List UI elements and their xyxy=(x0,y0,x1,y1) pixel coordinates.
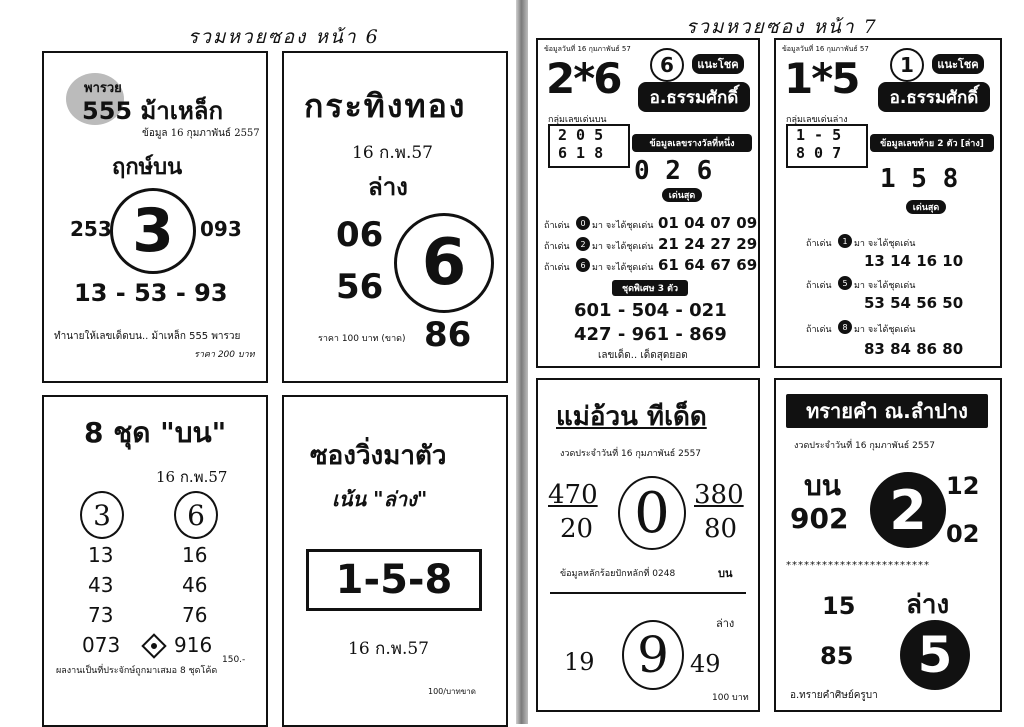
info-banner: ข้อมูลเลขรางวัลที่หนึ่ง xyxy=(632,134,752,152)
box-mae-uan xyxy=(536,378,760,712)
right-number: 093 xyxy=(200,217,242,241)
group-row-1: 2 0 5 xyxy=(558,126,604,144)
brand-title: 555 ม้าเหล็ก xyxy=(82,97,224,125)
row-1-text: มา จะได้ชุดเด่น xyxy=(592,242,654,252)
footer-text: เลขเด็ด.. เด็ดสุดยอด xyxy=(598,350,688,361)
special-line-1: 601 - 504 - 021 xyxy=(574,300,727,321)
bottom-left-number: 073 xyxy=(82,633,121,657)
circle-digit: 1 xyxy=(900,53,914,77)
date-text: งวดประจำวันที่ 16 กุมภาพันธ์ 2557 xyxy=(560,449,702,459)
group-row-2: 8 0 7 xyxy=(796,144,842,162)
number-06: 06 xyxy=(336,215,384,255)
row-2-text: มา จะได้ชุดเด่น xyxy=(854,325,916,335)
row-0-values: 01 04 07 09 xyxy=(658,214,758,232)
bottom-right-number: 916 xyxy=(174,633,213,657)
hit-badge: เด่นสุด xyxy=(906,200,946,214)
big-number: 2*6 xyxy=(546,54,621,103)
diamond-dot xyxy=(150,642,158,650)
main-number: 6 xyxy=(421,226,467,300)
row-2-digit-circle xyxy=(838,320,852,334)
left-bottom-number: 20 xyxy=(560,514,594,544)
right-page xyxy=(528,0,1024,724)
book-spine xyxy=(516,0,528,724)
row-1-values: 21 24 27 29 xyxy=(658,235,758,253)
name-banner: อ.ธรรมศักดิ์ xyxy=(638,82,750,112)
note-label: บน xyxy=(718,567,733,580)
top-right-number: 6 xyxy=(187,498,205,532)
numbers-frame xyxy=(306,549,482,611)
lower-number-2: 85 xyxy=(820,642,854,670)
info-banner: ข้อมูลเลขท้าย 2 ตัว [ล่าง] xyxy=(870,134,994,152)
date-text: งวดประจำวันที่ 16 กุมภาพันธ์ 2557 xyxy=(794,441,936,451)
main-digits: 1 5 8 xyxy=(880,164,959,194)
row-2-digit: 8 xyxy=(842,322,848,332)
lower-label: ล่าง xyxy=(716,617,735,630)
main-digits: 0 2 6 xyxy=(634,156,713,186)
footer-text: อ.ทรายคำศิษย์ครูบา xyxy=(790,690,878,701)
title-song-wing: ซองวิ่งมาตัว xyxy=(310,441,447,471)
row-0-text: มา จะได้ชุดเด่น xyxy=(592,221,654,231)
row-0-digit: 1 xyxy=(842,236,848,246)
row-2-text: มา จะได้ชุดเด่น xyxy=(592,263,654,273)
left-page-header: รวมหวยซอง หน้า 6 xyxy=(188,26,380,48)
row-1-values: 53 54 56 50 xyxy=(864,294,964,312)
price-text: ราคา 100 บาท (ขาด) xyxy=(318,334,406,344)
title-mae-uan: แม่อ้วน ทีเด็ด xyxy=(556,402,707,432)
footer-text: ผลงานเป็นที่ประจักษ์ถูกมาเสมอ 8 ชุดโค้ด xyxy=(56,666,218,676)
main-number: 0 xyxy=(634,480,670,546)
right-bottom-number: 80 xyxy=(704,514,738,544)
title-kratingthong: กระทิงทอง xyxy=(304,87,467,125)
title-banner: ทรายคำ ณ.ลำปาง xyxy=(786,394,988,428)
bon-label: บน xyxy=(804,469,841,502)
price-text: 100/บาทขาด xyxy=(428,687,476,696)
subtitle-nen-lang: เน้น "ล่าง" xyxy=(332,487,428,511)
note-text: ข้อมูลหลักร้อยปักหลักที่ 0248 xyxy=(560,569,676,579)
row-0-prefix: ถ้าเด่น xyxy=(806,239,832,249)
row-1-digit-circle xyxy=(576,237,590,251)
main-number-circle xyxy=(110,188,196,274)
label-roek-bon: ฤกษ์บน xyxy=(112,155,183,180)
box-maa-lek-555 xyxy=(42,51,268,383)
row-0-prefix: ถ้าเด่น xyxy=(544,221,570,231)
lower-main-number: 5 xyxy=(917,626,953,684)
numbers-1-5-8: 1-5-8 xyxy=(335,557,453,603)
row-0-digit-circle xyxy=(838,234,852,248)
top-right-circle xyxy=(174,491,218,539)
group-label: กลุ่มเลขเด่นบน xyxy=(548,115,607,125)
circle-number xyxy=(890,48,924,82)
right-bottom-number: 02 xyxy=(946,520,980,548)
number-line: 13 - 53 - 93 xyxy=(74,279,228,307)
col-right-1: 46 xyxy=(182,573,208,597)
number-56: 56 xyxy=(336,267,384,307)
row-1-digit-circle xyxy=(838,276,852,290)
row-1-text: มา จะได้ชุดเด่น xyxy=(854,281,916,291)
box-kratingthong xyxy=(282,51,508,383)
stars-line: ************************ xyxy=(786,560,930,571)
row-1-prefix: ถ้าเด่น xyxy=(544,242,570,252)
lower-left-number: 19 xyxy=(564,648,595,676)
row-1-digit: 2 xyxy=(580,239,586,249)
lower-main-number: 9 xyxy=(637,626,669,684)
date-text: 16 ก.พ.57 xyxy=(348,639,429,659)
divider-line xyxy=(550,592,746,594)
main-number-circle xyxy=(394,213,494,313)
lower-main-disc xyxy=(900,620,970,690)
date-text: 16 ก.พ.57 xyxy=(156,468,228,486)
lower-main-circle xyxy=(622,620,684,690)
box-saikham-lampang xyxy=(774,378,1002,712)
box-thammasak-1-5 xyxy=(774,38,1002,368)
right-top-number: 380 xyxy=(694,480,744,510)
row-2-values: 61 64 67 69 xyxy=(658,256,758,274)
col-right-0: 16 xyxy=(182,543,208,567)
tag-text: พารวย xyxy=(84,81,122,96)
tag-naenchok: แนะโชค xyxy=(932,54,984,74)
top-left-number: 3 xyxy=(93,498,111,532)
row-1-prefix: ถ้าเด่น xyxy=(806,281,832,291)
price-text: ราคา 200 บาท xyxy=(194,350,255,360)
name-banner: อ.ธรรมศักดิ์ xyxy=(878,82,990,112)
row-0-digit-circle xyxy=(576,216,590,230)
box-thammasak-2-6 xyxy=(536,38,760,368)
row-0-digit: 0 xyxy=(580,218,586,228)
top-left-circle xyxy=(80,491,124,539)
left-top-number: 470 xyxy=(548,480,598,510)
col-left-2: 73 xyxy=(88,603,114,627)
price-text: 100 บาท xyxy=(712,693,749,703)
date-text: ข้อมูลวันที่ 16 กุมภาพันธ์ 57 xyxy=(782,45,869,53)
circle-number xyxy=(650,48,684,82)
row-0-values: 13 14 16 10 xyxy=(864,252,964,270)
date-text: 16 ก.พ.57 xyxy=(352,143,433,163)
row-2-values: 83 84 86 80 xyxy=(864,340,964,358)
bon-number: 902 xyxy=(790,502,849,535)
group-row-1: 1 - 5 xyxy=(796,126,842,144)
lower-number-1: 15 xyxy=(822,592,856,620)
col-left-0: 13 xyxy=(88,543,114,567)
left-number: 253 xyxy=(70,217,112,241)
title-8-chud: 8 ชุด "บน" xyxy=(84,416,227,449)
group-label: กลุ่มเลขเด่นล่าง xyxy=(786,115,848,125)
right-page-header: รวมหวยซอง หน้า 7 xyxy=(686,16,878,38)
box-song-wing-ma-tua xyxy=(282,395,508,727)
main-number-disc xyxy=(870,472,946,548)
main-number-circle xyxy=(618,476,686,550)
price-text: 150.- xyxy=(222,655,246,665)
col-right-2: 76 xyxy=(182,603,208,627)
footer-text: ทำนายให้เลขเด็ดบน.. ม้าเหล็ก 555 พารวย xyxy=(54,331,241,342)
diamond-icon xyxy=(141,633,166,658)
right-top-number: 12 xyxy=(946,472,980,500)
number-86: 86 xyxy=(424,315,472,355)
main-number: 2 xyxy=(889,478,927,542)
row-0-text: มา จะได้ชุดเด่น xyxy=(854,239,916,249)
label-lang: ล่าง xyxy=(368,173,408,201)
special-label: ชุดพิเศษ 3 ตัว xyxy=(612,280,688,296)
row-2-prefix: ถ้าเด่น xyxy=(544,263,570,273)
row-1-digit: 5 xyxy=(842,278,848,288)
hit-badge: เด่นสุด xyxy=(662,188,702,202)
lower-label: ล่าง xyxy=(906,590,950,620)
row-2-digit-circle xyxy=(576,258,590,272)
date-text: ข้อมูลวันที่ 16 กุมภาพันธ์ 57 xyxy=(544,45,631,53)
row-2-digit: 6 xyxy=(580,260,586,270)
big-number: 1*5 xyxy=(784,54,859,103)
box-8-chud-bon xyxy=(42,395,268,727)
main-number: 3 xyxy=(132,196,174,266)
group-row-2: 6 1 8 xyxy=(558,144,604,162)
circle-digit: 6 xyxy=(660,53,674,77)
row-2-prefix: ถ้าเด่น xyxy=(806,325,832,335)
brand-date: ข้อมูล 16 กุมภาพันธ์ 2557 xyxy=(142,128,260,139)
lower-right-number: 49 xyxy=(690,650,721,678)
tag-naenchok: แนะโชค xyxy=(692,54,744,74)
col-left-1: 43 xyxy=(88,573,114,597)
special-line-2: 427 - 961 - 869 xyxy=(574,324,727,345)
